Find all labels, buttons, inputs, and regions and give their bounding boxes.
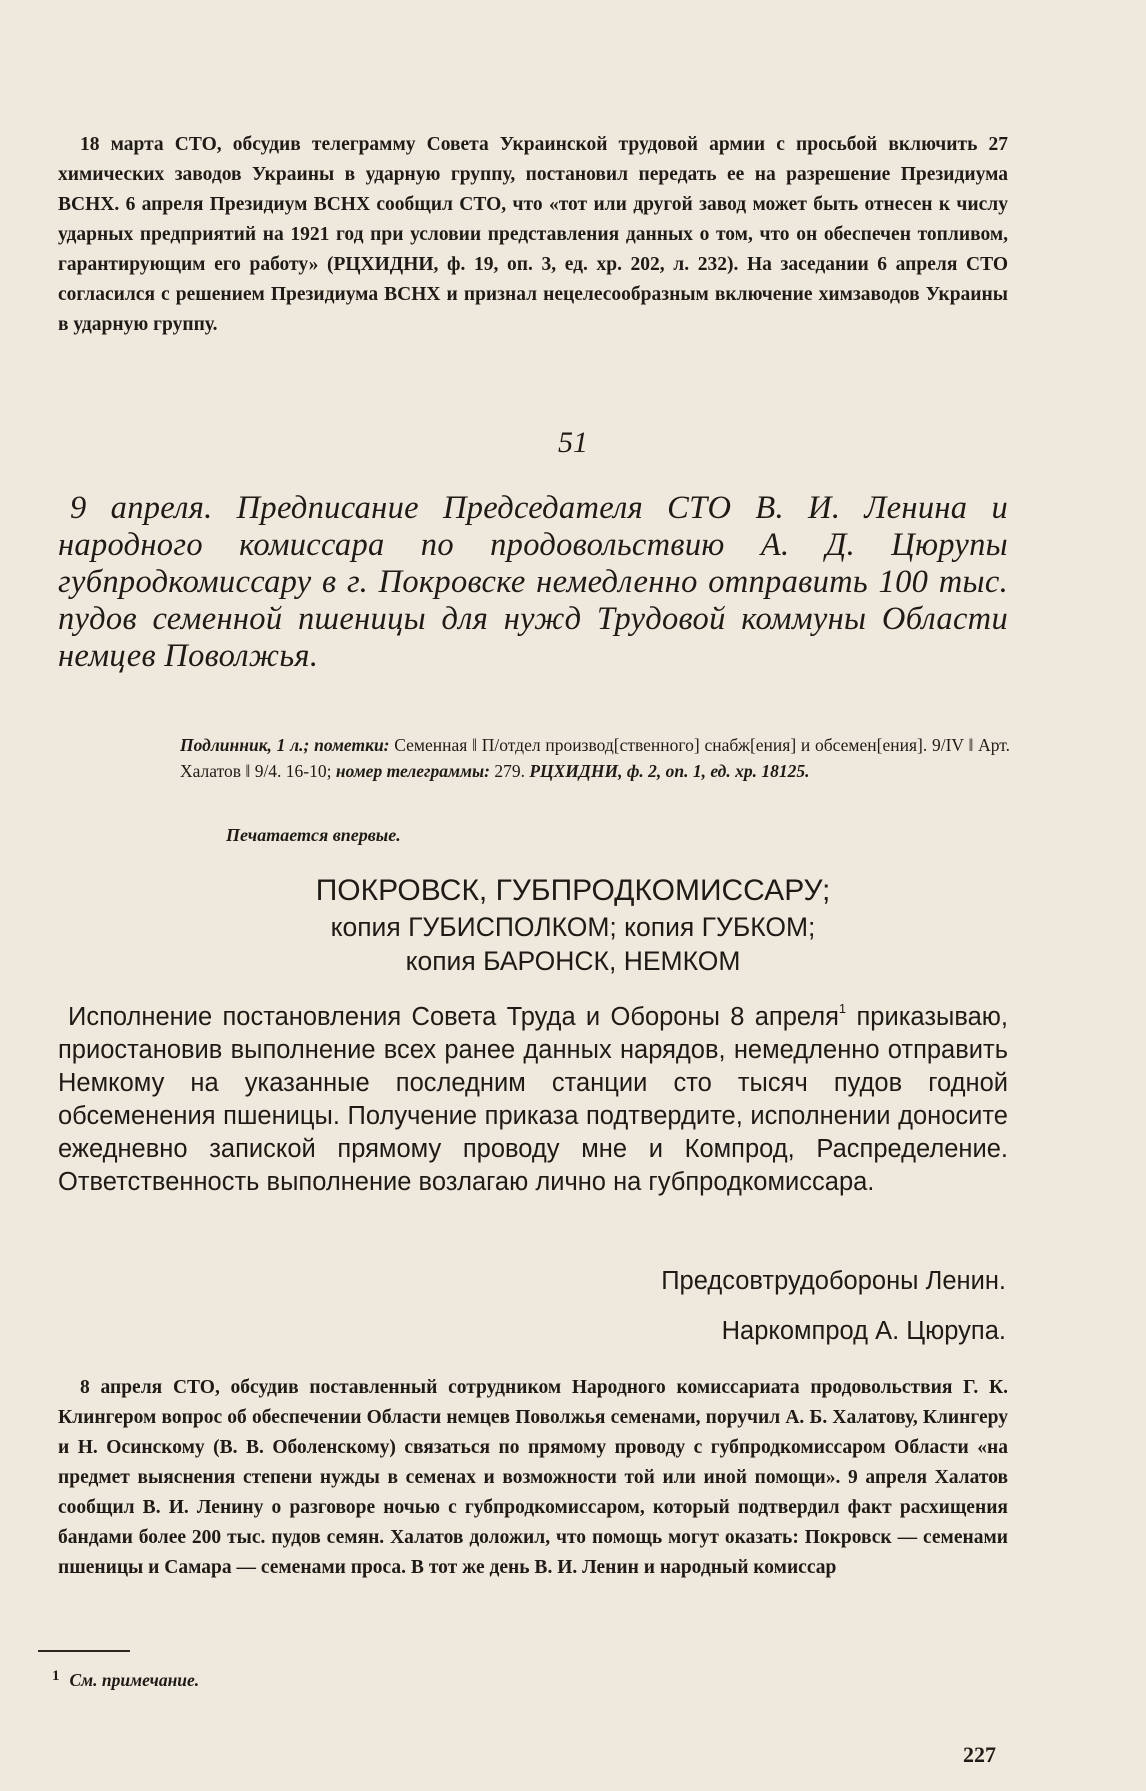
source-description [180,732,1010,784]
addressee-copy-line: копия БАРОНСК, НЕМКОМ [405,946,741,976]
signature-lenin: Предсовтрудобороны Ленин. [661,1267,1006,1295]
addressee-line: ПОКРОВСК, ГУБПРОДКОМИССАРУ; [315,874,831,907]
telegram-body [58,1001,1008,1199]
addressee-copy-line: копия ГУБИСПОЛКОМ; копия ГУБКОМ; [330,912,816,942]
source-label-original: Подлинник, 1 л.; пометки: [180,735,390,755]
closing-note-text: 8 апреля СТО, обсудив поставленный сотрудником Народного комиссариата продовольствия Г. К. Клингером вопрос об обеспечении Области немцев Поволжья семенами, поручил А. Б. Халатову, Клингеру и Н. Осинскому (В. В. Оболенскому) связаться по прямому проводу с губпродкомиссаром Области «на предмет выяснения степени нужды в семенах и возможности той или иной помощи». 9 апреля Халатов сообщил В. И. Ленину о разговоре ночью с губпродкомиссаром, который подтвердил факт расхищения бандами более 200 тыс. пудов семян. Халатов доложил, что помощь могут оказать: Покровск — семенами пшеницы и Самара — семенами проса. В тот же день В. И. Ленин и народный комиссар [58,1377,1008,1578]
addressee-block [0,872,1146,978]
footnote-text: См. примечание. [69,1670,200,1690]
footnote [52,1668,199,1691]
source-marks: Семенная ‖ П/отдел производ[ственного] снабж[ения] и обсемен[ения]. 9/IV ‖ Арт. Халатов ‖ 9/4. 16-10; [180,735,1010,781]
footnote-reference: 1 [838,1001,847,1016]
page-number: 227 [963,1742,996,1767]
telegram-text-rest: приказываю, приостановив выполнение всех ранее данных нарядов, немедленно отправить Немкому на указанные последним станции сто тысяч пудов годной обсеменения пшеницы. Получение приказа подтвердите, исполнении доносите ежедневно запиской прямому проводу мне и Компрод, Распределение. Ответственность выполнение возлагаю лично на губпродкомиссара. [58,1003,1008,1196]
footnote-mark: 1 [52,1668,60,1684]
signature-tsyurupa: Наркомпрод А. Цюрупа. [721,1317,1006,1345]
intro-note [58,130,1008,340]
closing-note [58,1373,1008,1583]
telegram-text-start: Исполнение постановления Совета Труда и Обороны 8 апреля [68,1003,839,1031]
telegram-text [58,1001,1008,1199]
printed-note: Печатается впервые. [226,825,401,845]
intro-note-text: 18 марта СТО, обсудив телеграмму Совета Украинской трудовой армии с просьбой включить 27 химических заводов Украины в ударную группу, постановил передать ее на разрешение Президиума ВСНХ. 6 апреля Президиум ВСНХ сообщил СТО, что «тот или другой завод может быть отнесен к числу ударных предприятий на 1921 год при условии представления данных о том, что он обеспечен топливом, гарантирующим его работу» (РЦХИДНИ, ф. 19, оп. 3, ед. хр. 202, л. 232). На заседании 6 апреля СТО согласился с решением Президиума ВСНХ и признал нецелесообразным включение химзаводов Украины в ударную группу. [58,134,1008,335]
archive-reference: РЦХИДНИ, ф. 2, оп. 1, ед. хр. 18125. [529,761,810,781]
source-label-telegram: номер телеграммы: [335,761,490,781]
document-heading: 9 апреля. Предписание Председателя СТО В. И. Ленина и народного комиссара по продовольствию А. Д. Цюрупы губпродкомиссару в г. Покровске немедленно отправить 100 тыс. пудов семенной пшеницы для нужд Трудовой коммуны Области немцев Поволжья. [58,490,1008,674]
document-number: 51 [558,426,588,459]
telegram-number: 279. [494,761,525,781]
footnote-divider [38,1650,130,1652]
